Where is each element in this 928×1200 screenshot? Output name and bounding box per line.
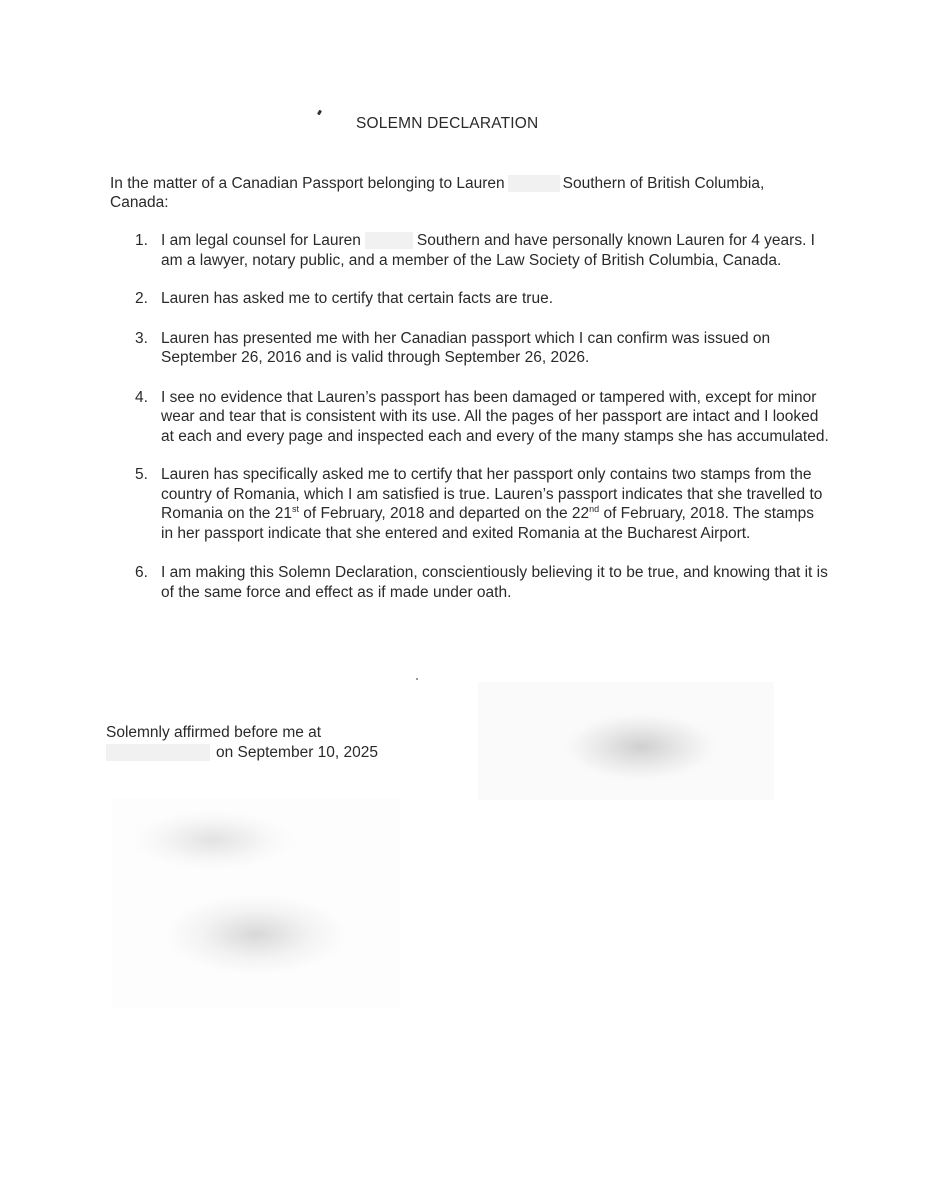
list-item-3 — [110, 329, 830, 368]
blurred-signature — [478, 682, 774, 800]
item-5-text-a: Lauren has specifically asked me to certify that her passport only contains two stamps from the country of Romania, which I am satisfied is true. Lauren’s passport indicates that she travelled to Romania on the 21 — [161, 466, 823, 522]
item-number: 6. — [135, 564, 148, 581]
list-item-5 — [110, 465, 830, 543]
ordinal-suffix: st — [291, 503, 299, 514]
item-6-text: I am making this Solemn Declaration, conscientiously believing it to be true, and knowing that it is of the same force and effect as if made under oath. — [161, 564, 828, 601]
item-4-text: I see no evidence that Lauren’s passport has been damaged or tampered with, except for minor wear and tear that is consistent with its use. All the pages of her passport are intact and I looked at each and every page and inspected each and every of the many stamps she has accumulated. — [161, 388, 829, 445]
item-2-text: Lauren has asked me to certify that certain facts are true. — [161, 290, 554, 307]
item-number: 1. — [135, 232, 148, 249]
ordinal-suffix: nd — [589, 503, 600, 514]
document-title: SOLEMN DECLARATION — [356, 115, 539, 132]
intro-text-2: Southern of British Columbia, — [562, 175, 765, 192]
blurred-notary-stamp — [112, 798, 400, 1008]
affirmation-block — [106, 723, 378, 763]
declaration-list — [110, 231, 830, 602]
item-number: 4. — [135, 388, 148, 406]
list-item-4 — [110, 388, 830, 447]
item-1-text-rest: years. I am a lawyer, notary public, and a member of the Law Society of British Columbia, Canada. — [161, 232, 815, 269]
intro-paragraph — [110, 174, 840, 212]
redacted-name — [365, 232, 413, 249]
item-5-text-c: of February, 2018. The stamps in her passport indicate that she entered and exited Romania at the Bucharest Airport. — [161, 505, 814, 542]
item-number: 2. — [135, 290, 148, 307]
redacted-name — [508, 175, 560, 192]
affirmation-line-2: on September 10, 2025 — [216, 744, 379, 761]
item-1-text-b: Southern and have personally known Lauren for 4 — [416, 232, 760, 249]
list-item-2 — [110, 289, 830, 309]
list-item-6 — [110, 563, 830, 602]
item-3-text: Lauren has presented me with her Canadian passport which I can confirm was issued on September 26, 2016 and is valid through September 26, 2026. — [161, 329, 771, 366]
scan-speck — [416, 678, 418, 680]
intro-text-1: In the matter of a Canadian Passport belonging to Lauren — [110, 175, 505, 192]
redacted-location — [106, 744, 210, 761]
item-5-text-b: of February, 2018 and departed on the 22 — [299, 505, 590, 522]
affirmation-line-1: Solemnly affirmed before me at — [106, 724, 322, 741]
scan-speck — [317, 110, 322, 116]
intro-text-3: Canada: — [110, 194, 169, 211]
item-number: 3. — [135, 329, 148, 347]
list-item-1 — [110, 231, 830, 270]
item-number: 5. — [135, 466, 148, 483]
item-1-text-a: I am legal counsel for Lauren — [161, 232, 361, 249]
